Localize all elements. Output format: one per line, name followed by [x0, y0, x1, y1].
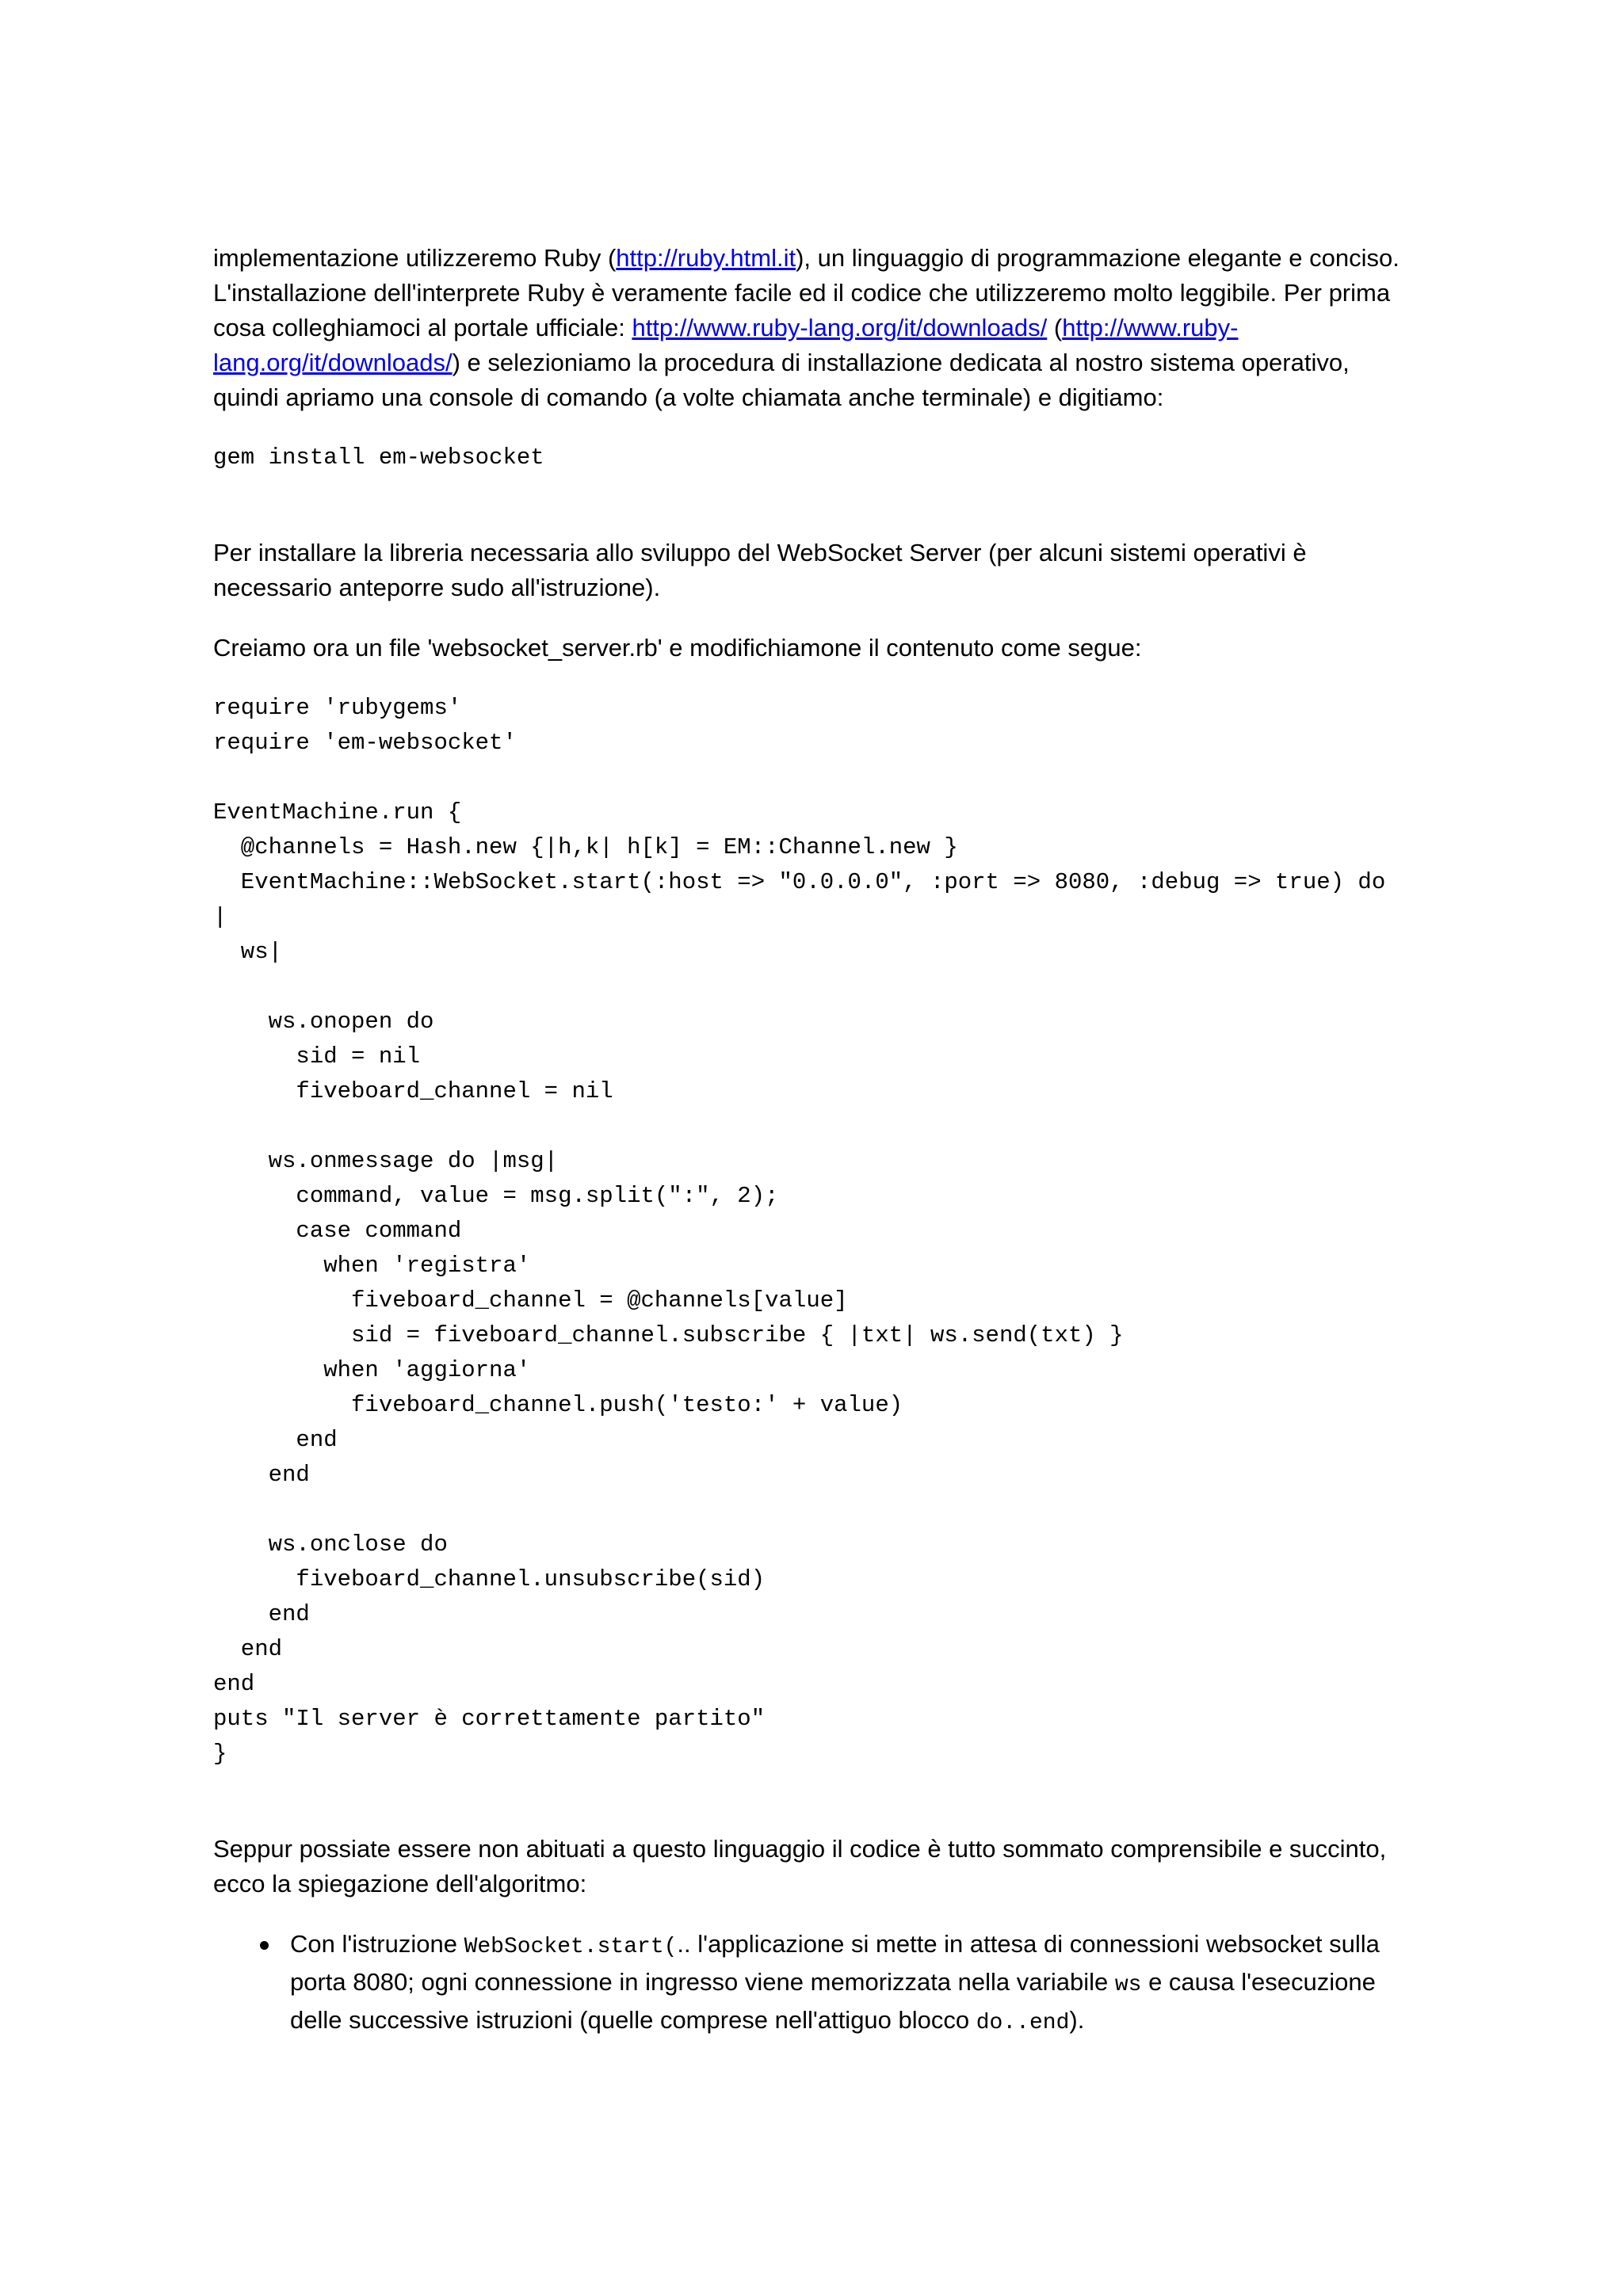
explanation-list [213, 1927, 1418, 2041]
ruby-lang-downloads-link-2[interactable]: http://www.ruby-lang.org/it/downloads/ [213, 314, 1239, 376]
bullet-text-3: e causa l'esecuzione delle successive istruzioni (quelle comprese nell'attiguo blocco [290, 1968, 1376, 2034]
create-file-paragraph: Creiamo ora un file 'websocket_server.rb' e modifichiamone il contenuto come segue: [213, 634, 1142, 662]
explanation-paragraph: Seppur possiate essere non abituati a questo linguaggio il codice è tutto sommato comprensibile e succinto, ecco la spiegazione dell'algoritmo: [213, 1835, 1387, 1897]
bullet-text-4: ). [1069, 2006, 1085, 2034]
bullet-text-1: Con l'istruzione [290, 1930, 464, 1958]
intro-paragraph [213, 241, 1418, 415]
ruby-html-link[interactable]: http://ruby.html.it [616, 244, 796, 272]
install-command: gem install em-websocket [213, 444, 544, 471]
intro-text-2: ), un linguaggio di programmazione elegante e conciso. L'installazione dell'interprete Ruby è veramente facile ed il codice che utilizzeremo molto leggibile. Per prima cosa colleghiamoci al portale ufficiale: [213, 244, 1400, 341]
install-paragraph: Per installare la libreria necessaria allo sviluppo del WebSocket Server (per alcuni sistemi operativi è necessario anteporre sudo all'istruzione). [213, 539, 1307, 601]
intro-text-1: implementazione utilizzeremo Ruby ( [213, 244, 617, 272]
document-page [213, 241, 1418, 2041]
bullet-text-2: .. l'applicazione si mette in attesa di connessioni websocket sulla porta 8080; ogni connessione in ingresso viene memorizzata nella variabile [290, 1930, 1380, 1996]
intro-text-4: ) e selezioniamo la procedura di installazione dedicata al nostro sistema operativo, quindi apriamo una console di comando (a volte chiamata anche terminale) e digitiamo: [213, 349, 1350, 411]
inline-code-ws: ws [1114, 1973, 1142, 1997]
ruby-code-block: require 'rubygems' require 'em-websocket' EventMachine.run { @channels = Hash.new {|h,k| h[k] = EM::Channel.new } EventMachine::WebSocket.start(:host => "0.0.0.0", :port => 8080, :debug => true) do | ws| ws.onopen do sid = nil fiveboard_channel = nil ws.onmessage do |msg| command, value = msg.split(":", 2); case command when 'registra' fiveboard_channel = @channels[value] sid = fiveboard_channel.subscribe { |txt| ws.send(txt) } when 'aggiorna' fiveboard_channel.push('testo:' + value) end end ws.onclose do fiveboard_channel.unsubscribe(sid) end end end puts "Il server è correttamente partito" } [213, 695, 1386, 1767]
inline-code-websocket-start: WebSocket.start( [464, 1935, 678, 1959]
ruby-lang-downloads-link[interactable]: http://www.ruby-lang.org/it/downloads/ [632, 314, 1048, 341]
intro-text-3: ( [1047, 314, 1063, 341]
list-item [290, 1927, 1418, 2041]
inline-code-do-end: do..end [976, 2011, 1070, 2035]
